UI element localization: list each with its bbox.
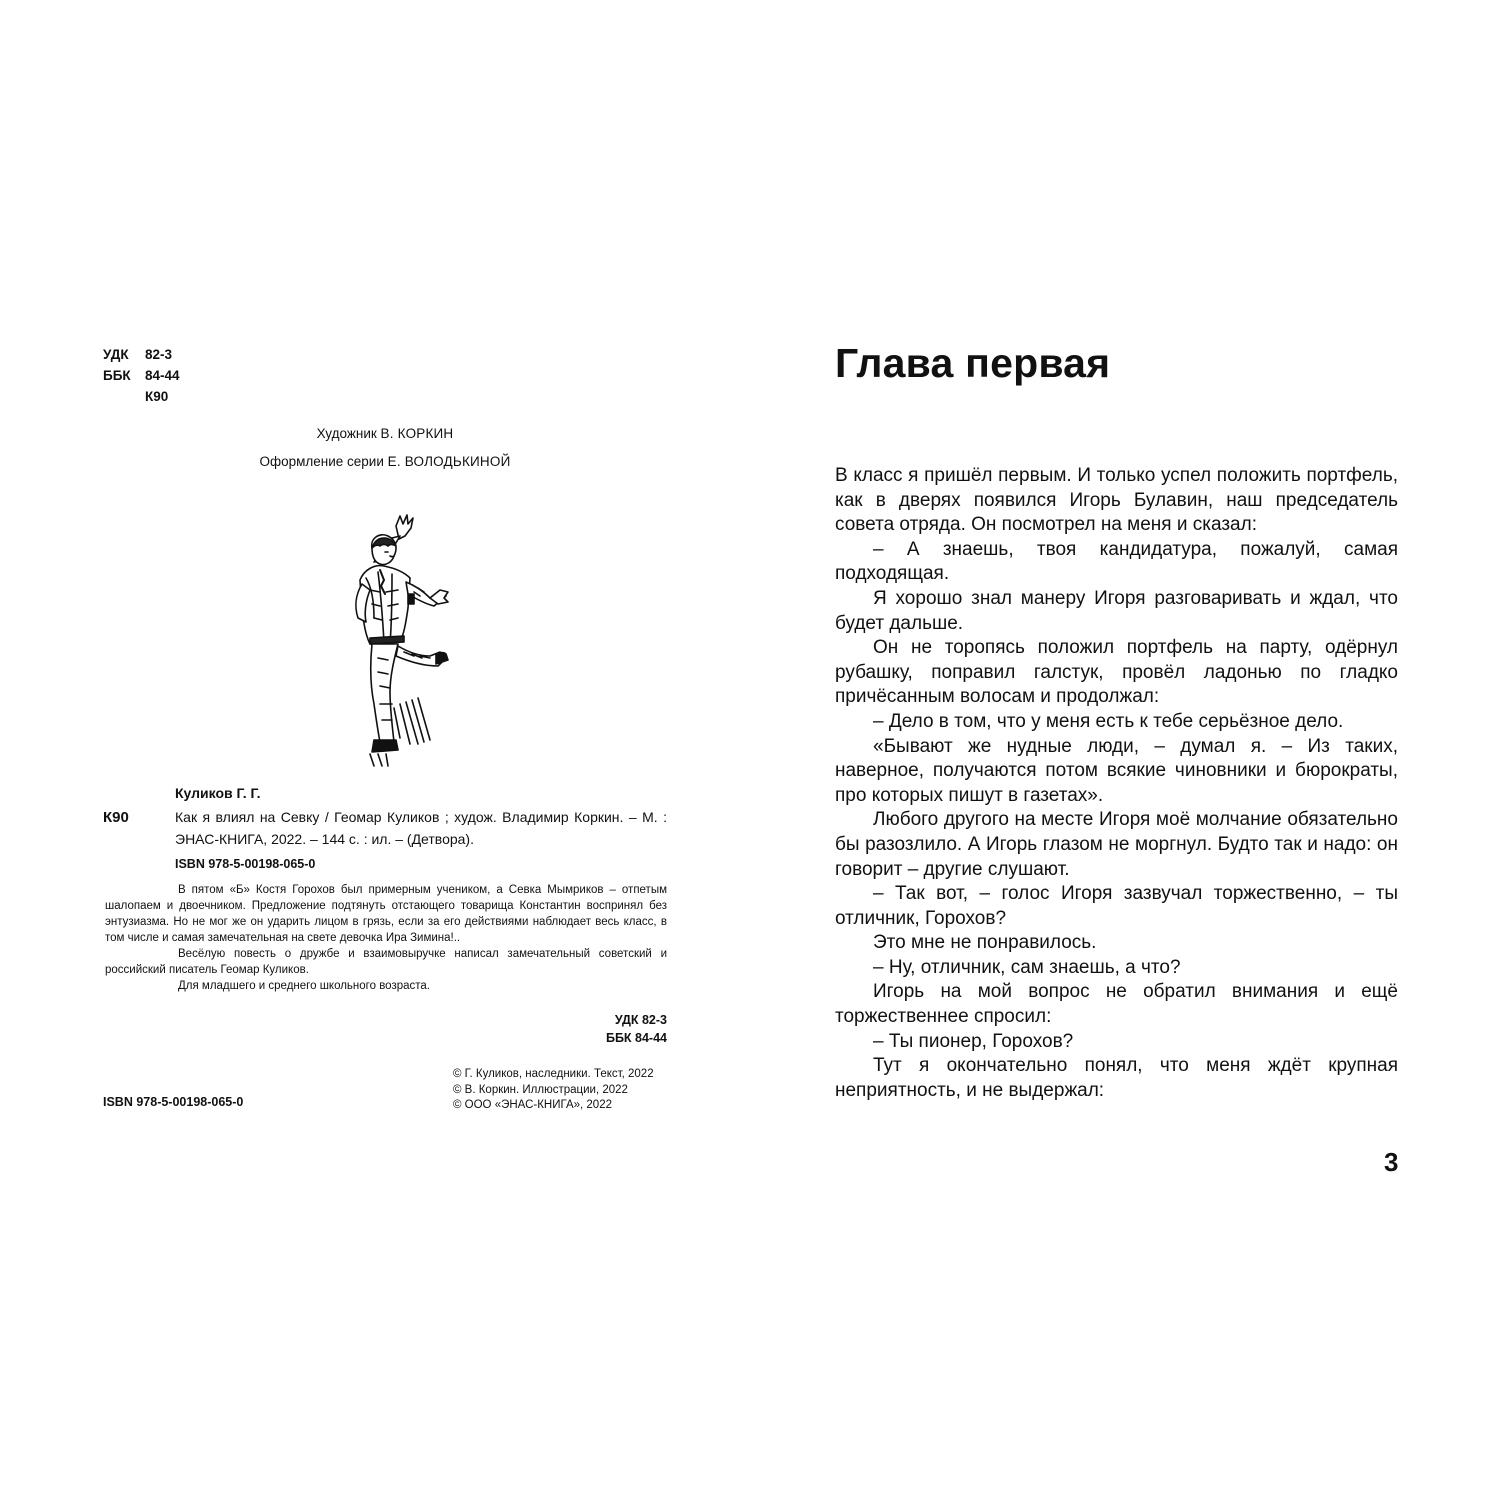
text-paragraph: Это мне не понравилось. — [873, 932, 1097, 954]
text-paragraph: – А знаешь, твоя кандидатура, пожалуй, самая подходящая. — [835, 538, 1398, 585]
chapter-title: Глава первая — [835, 340, 1111, 386]
text-paragraph: Любого другого на месте Игоря моё молчание обязательно бы разозлило. А Игорь глазом не моргнул. Будто так и надо: он говорит – другие слушают. — [835, 809, 1398, 880]
text-paragraph: – Ну, отличник, сам знаешь, а что? — [873, 956, 1181, 978]
classification-row — [103, 386, 180, 407]
text-paragraph: – Так вот, – голос Игоря зазвучал торжественно, – ты отличник, Горохов? — [835, 883, 1398, 929]
classification-row — [103, 344, 180, 365]
boy-illustration — [330, 508, 450, 770]
classification-block — [103, 344, 180, 407]
annotation — [105, 882, 667, 994]
bbk-bottom: ББК 84-44 — [605, 1031, 667, 1045]
author-mark: К90 — [103, 809, 129, 826]
isbn-line: ISBN 978-5-00198-065-0 — [175, 857, 316, 871]
isbn-bottom: ISBN 978-5-00198-065-0 — [103, 1095, 244, 1109]
series-role: Оформление серии — [259, 454, 384, 469]
classification-key — [103, 386, 145, 407]
text-paragraph: Он не торопясь положил портфель на парту, одёрнул рубашку, поправил галстук, провёл ладонью по гладко причёсанным волосам и продолжал: — [835, 637, 1398, 708]
classification-key: УДК — [103, 347, 129, 362]
classification-value: 84-44 — [145, 368, 180, 383]
copyright-block — [453, 1067, 654, 1114]
text-paragraph: Тут я окончательно понял, что меня ждёт крупная неприятность, и не выдержал: — [835, 1055, 1398, 1101]
annotation-paragraph: Весёлую повесть о дружбе и взаимовыручке написал замечательный советский и российский писатель Геомар Куликов. — [105, 948, 667, 976]
text-paragraph: «Бывают же нудные люди, – думал я. – Из таких, наверное, получаются потом всякие чиновники и бюрократы, про которых пишут в газетах». — [835, 735, 1398, 806]
text-paragraph: В класс я пришёл первым. И только успел положить портфель, как в дверях появился Игорь Булавин, наш председатель совета отряда. Он посмотрел на меня и сказал: — [835, 465, 1398, 536]
classification-row — [103, 365, 180, 386]
page-number: 3 — [1384, 1147, 1399, 1177]
copyright-line: © ООО «ЭНАС-КНИГА», 2022 — [453, 1099, 612, 1111]
artist-role: Художник — [316, 426, 377, 441]
text-paragraph: Я хорошо знал манеру Игоря разговаривать и ждал, что будет дальше. — [835, 587, 1398, 634]
text-paragraph: – Ты пионер, Горохов? — [873, 1030, 1074, 1052]
series-name: Е. ВОЛОДЬКИНОЙ — [387, 454, 511, 469]
bibliographic-description — [175, 806, 667, 850]
udk-bottom: УДК 82-3 — [614, 1013, 667, 1027]
text-paragraph: – Дело в том, что у меня есть к тебе серьёзное дело. — [873, 710, 1344, 732]
text-paragraph: Игорь на мой вопрос не обратил внимания и ещё торжественнее спросил: — [835, 981, 1398, 1028]
copyright-line: © В. Коркин. Иллюстрации, 2022 — [453, 1083, 628, 1096]
artist-credit — [105, 424, 665, 444]
author-heading: Куликов Г. Г. — [175, 785, 261, 801]
annotation-paragraph: В пятом «Б» Костя Горохов был примерным учеником, а Севка Мымриков – отпетым шалопаем и двоечником. Предложение подтянуть отстающего товарища Константин воспринял без энтузиазма. Но не мог же он ударить лицом в грязь, если за его действиями наблюдает весь класс, в том числе и самая замечательная на свете девочка Ира Зимина!.. — [105, 884, 667, 944]
artist-name: В. КОРКИН — [380, 426, 454, 441]
annotation-paragraph: Для младшего и среднего школьного возраста. — [178, 980, 430, 992]
bibliographic-text: Как я влиял на Севку / Геомар Куликов ; худож. Владимир Коркин. – М. : ЭНАС-КНИГА, 2022. – 144 с. : ил. – (Детвора). — [175, 809, 667, 847]
chapter-text — [835, 464, 1398, 1103]
classification-value: 82-3 — [145, 347, 173, 362]
copyright-line: © Г. Куликов, наследники. Текст, 2022 — [453, 1068, 654, 1080]
series-credit — [105, 452, 665, 472]
classification-key: ББК — [103, 368, 131, 383]
classification-bottom — [560, 1011, 667, 1047]
classification-value: К90 — [145, 389, 169, 404]
